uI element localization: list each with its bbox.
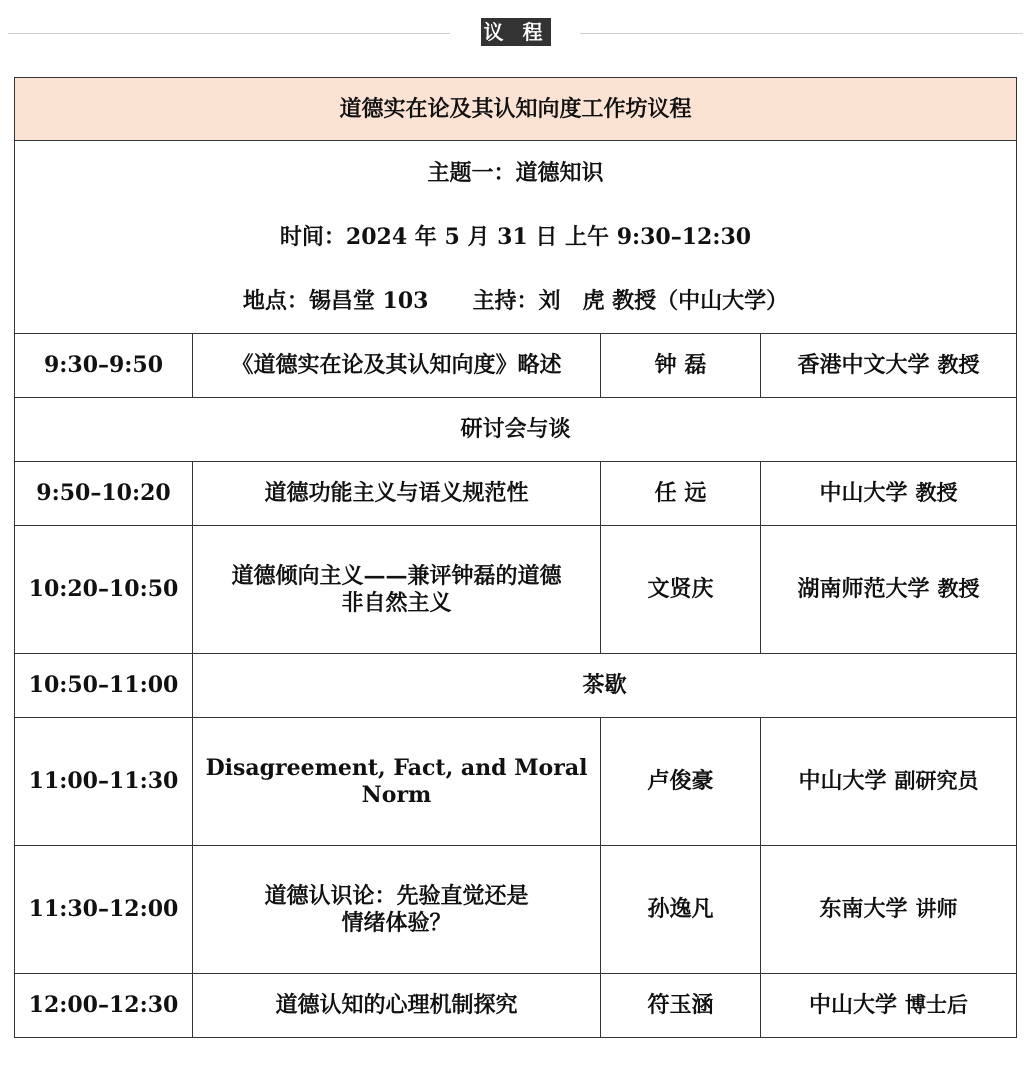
row-institution: 中山大学: [809, 992, 898, 1019]
section-heading: 议 程: [481, 18, 551, 46]
row-title: 教授: [937, 576, 980, 602]
section-heading-bar: [0, 0, 1031, 64]
row-time: 10:50–11:00: [15, 654, 193, 718]
table-row: [15, 974, 1017, 1038]
row-topic-line2: 情绪体验？: [341, 909, 452, 936]
table-title-row: [15, 78, 1017, 141]
row-topic-line1: 道德认识论：先验直觉还是: [264, 883, 529, 910]
row-topic: [193, 718, 601, 846]
row-institution: 东南大学: [819, 896, 908, 923]
row-affiliation: [761, 846, 1017, 974]
row-title: 教授: [937, 352, 980, 378]
table-title: 道德实在论及其认知向度工作坊议程: [15, 78, 1017, 141]
agenda-table: [14, 77, 1017, 1038]
row-topic: 《道德实在论及其认知向度》略述: [193, 334, 601, 398]
row-speaker: 任 远: [601, 462, 761, 526]
row-title: 教授: [915, 480, 958, 506]
row-topic-line2: 非自然主义: [341, 589, 452, 616]
theme-time: 时间：2024 年 5 月 31 日 上午 9:30–12:30: [279, 224, 752, 250]
row-speaker: 钟 磊: [601, 334, 761, 398]
row-topic-line1: 道德倾向主义——兼评钟磊的道德: [231, 563, 562, 590]
row-time: 9:30–9:50: [15, 334, 193, 398]
row-topic: [193, 846, 601, 974]
row-topic: 道德功能主义与语义规范性: [193, 462, 601, 526]
row-title: 博士后: [905, 992, 969, 1018]
theme-host: 主持：刘 虎 教授（中山大学）: [472, 288, 789, 314]
row-affiliation: [761, 974, 1017, 1038]
section-row: [15, 398, 1017, 462]
theme-location-host: [21, 269, 1010, 333]
break-row: [15, 654, 1017, 718]
row-topic-line2: Norm: [361, 781, 432, 808]
row-institution: 中山大学: [798, 768, 887, 795]
table-row: [15, 846, 1017, 974]
row-speaker: 孙逸凡: [601, 846, 761, 974]
row-institution: 香港中文大学: [797, 352, 930, 379]
divider-left: [8, 33, 450, 34]
row-topic: 道德认知的心理机制探究: [193, 974, 601, 1038]
row-affiliation: [761, 334, 1017, 398]
row-speaker: 卢俊豪: [601, 718, 761, 846]
row-time: 11:00–11:30: [15, 718, 193, 846]
row-speaker: 符玉涵: [601, 974, 761, 1038]
row-time: 10:20–10:50: [15, 526, 193, 654]
row-speaker: 文贤庆: [601, 526, 761, 654]
row-time: 9:50–10:20: [15, 462, 193, 526]
row-topic: [193, 526, 601, 654]
row-institution: 湖南师范大学: [797, 576, 930, 603]
row-title: 副研究员: [894, 768, 979, 794]
section-label: 研讨会与谈: [15, 398, 1017, 462]
row-title: 讲师: [915, 896, 958, 922]
break-label: 茶歇: [193, 654, 1017, 718]
row-affiliation: [761, 526, 1017, 654]
theme-cell: [15, 141, 1017, 334]
row-institution: 中山大学: [819, 480, 908, 507]
divider-right: [580, 33, 1023, 34]
row-time: 11:30–12:00: [15, 846, 193, 974]
theme-location: 地点：锡昌堂 103: [242, 288, 429, 314]
theme-topic: 主题一：道德知识: [427, 160, 604, 186]
theme-row: [15, 141, 1017, 334]
table-row: [15, 718, 1017, 846]
table-row: [15, 526, 1017, 654]
table-row: [15, 334, 1017, 398]
row-affiliation: [761, 718, 1017, 846]
table-row: [15, 462, 1017, 526]
row-topic-line1: Disagreement, Fact, and Moral: [205, 755, 588, 782]
row-time: 12:00–12:30: [15, 974, 193, 1038]
row-affiliation: [761, 462, 1017, 526]
